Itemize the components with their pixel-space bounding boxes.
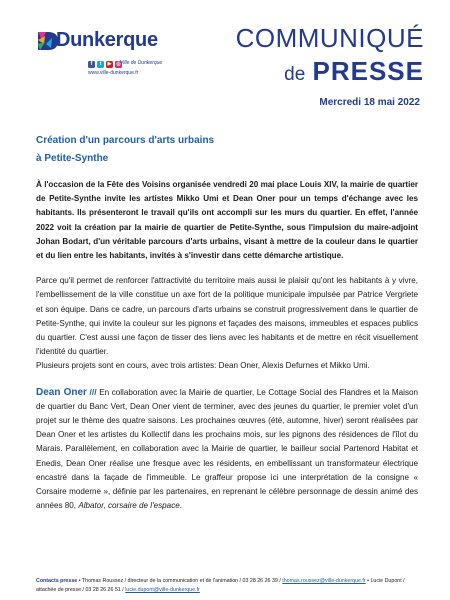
dean-oner-heading: Dean Oner — [36, 386, 87, 398]
paragraph-projects: Plusieurs projets sont en cours, avec trois artistes: Dean Oner, Alexis Defurnes et Mikko Umi. — [36, 361, 370, 371]
dean-oner-text: En collaboration avec la Mairie de quartier, Le Cottage Social des Flandres et la Maison de quartier du Banc Vert, Dean Oner vient de terminer, avec des jeunes du quartier, le premier volet d'un projet sur le thème des quatre saisons. Les prochaines œuvres (été, automne, hiver) seront réalisées par Dean Oner et les artistes du Kollectif dans les prochains mois, sur les pignons des résidences de l'îlot du Marais. Parallèlement, en collaboration avec la Mairie de quartier, le bailleur social Partenord Habitat et Enedis, Dean Oner réalise une fresque avec les résidents, en embellissant un transformateur électrique encastré dans la façade de l'immeuble. Le graffeur propose ici une interprétation de la consigne « Corsaire moderne », définie par les partenaires, en reprenant le célèbre personnage de dessin animé des années 80, — [36, 387, 419, 511]
release-date — [319, 97, 420, 108]
email-roussez[interactable]: thomas.roussez@ville-dunkerque.fr — [282, 578, 366, 584]
instagram-icon[interactable]: ◎ — [116, 61, 121, 67]
youtube-icon[interactable]: ▶ — [107, 61, 112, 67]
contact-dupont: • Lucie Dupont / attachée de presse / 03 28 26 26 51 / — [36, 578, 405, 593]
date-day: 18 — [363, 97, 375, 108]
contacts-lead: Contacts presse — [36, 578, 78, 584]
twitter-icon[interactable]: t — [97, 61, 104, 68]
paragraph-dean-oner — [36, 385, 418, 514]
dean-oner-slashes: /// — [89, 386, 97, 397]
title-de: de — [284, 64, 306, 85]
date-prefix: Mercredi — [319, 97, 364, 108]
email-dupont[interactable]: lucie.dupont@ville-dunkerque.fr — [125, 587, 200, 593]
website-link[interactable]: www.ville-dunkerque.fr — [88, 70, 139, 76]
release-subject — [36, 132, 416, 168]
title-communique: COMMUNIQUÉ — [235, 23, 424, 53]
social-handle: Ville de Dunkerque — [120, 60, 163, 66]
contact-roussez: • Thomas Roussez / directeur de la communication et de l'animation / 03 28 26 26 39 / — [77, 578, 283, 584]
subject-line-2: à Petite-Synthe — [36, 153, 109, 164]
title-presse: PRESSE — [312, 56, 424, 86]
social-links — [88, 60, 188, 82]
dean-oner-italic: Albator, corsaire de l'espace — [78, 501, 180, 511]
subject-line-1: Création d'un parcours d'arts urbains — [36, 135, 215, 146]
facebook-icon[interactable]: f — [88, 61, 95, 68]
dunkerque-logo — [36, 28, 156, 52]
paragraph-context: Parce qu'il permet de renforcer l'attractivité du territoire mais aussi le plaisir qu'ont les habitants à y vivre, l'embellissement de la ville constitue un axe fort de la politique municipale impulsée par Patrice Vergriete et son équipe. Dans ce cadre, un parcours d'arts urbains se construit progressivement dans le quartier de Petite-Synthe, qui invite la couleur sur les pignons et façades des maisons, immeubles et espaces publics du quartier. C'est aussi une façon de tisser des liens avec les habitants et de mettre en récit visuellement l'identité du quartier. — [36, 276, 418, 357]
social-icons — [88, 61, 122, 68]
logo-wordmark: Dunkerque — [56, 29, 158, 51]
date-suffix: mai 2022 — [374, 97, 420, 108]
title-de-presse — [284, 56, 424, 90]
release-body — [36, 178, 418, 513]
paragraph-intro: À l'occasion de la Fête des Voisins organisée vendredi 20 mai place Louis XIV, la mairie de quartier de Petite-Synthe invite les artistes Mikko Umi et Dean Oner pour un temps d'échange avec les habitants. Ils présenteront le travail qu'ils ont accompli sur les murs du quartier. En effet, l'année 2022 voit la création par la mairie de quartier de Petite-Synthe, sous l'impulsion du maire-adjoint Johan Bodart, d'un véritable parcours d'arts urbains, visant à mettre de la couleur dans le quartier et du lien entre les habitants, invités à s'investir dans cette démarche artistique. — [36, 180, 418, 261]
press-contacts — [36, 577, 420, 595]
dean-oner-end: . — [179, 501, 182, 511]
